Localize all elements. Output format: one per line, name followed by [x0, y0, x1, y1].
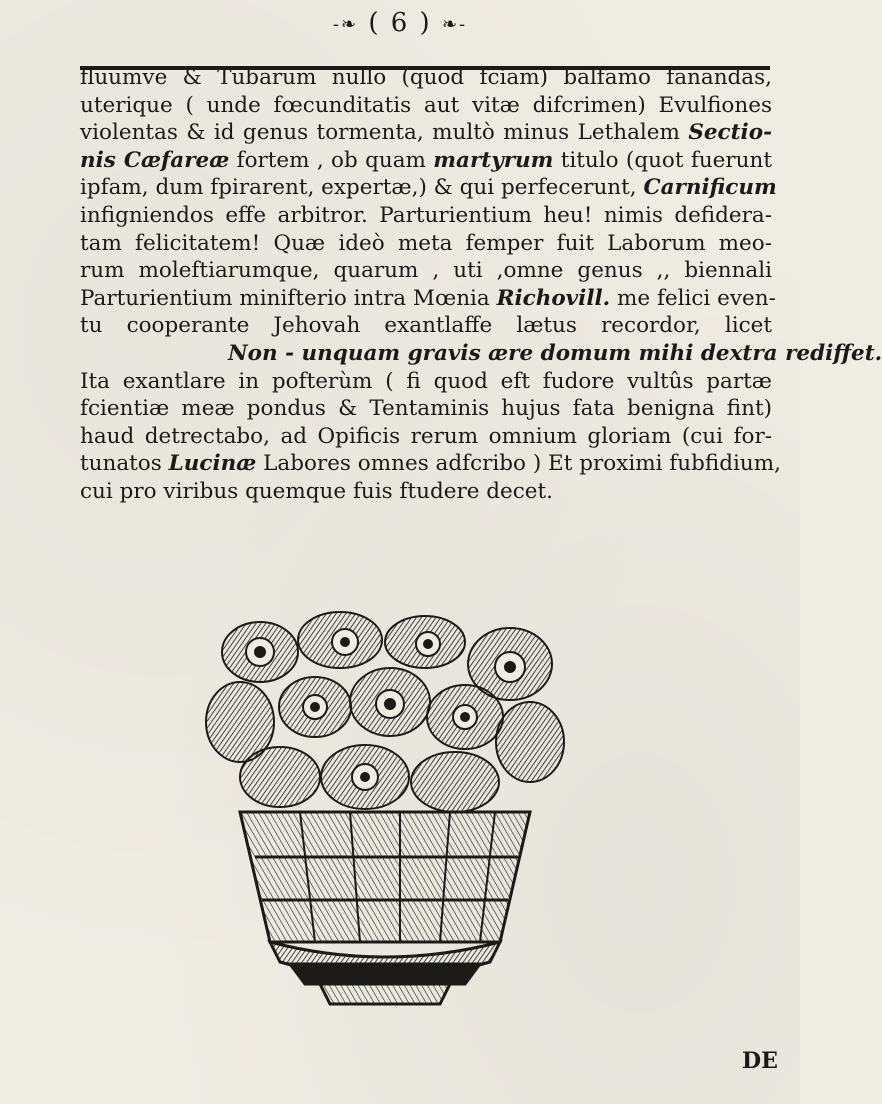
text-line: [80, 64, 772, 92]
italic-run: Sectio-: [688, 120, 772, 146]
text-run: tu cooperante Jehovah exantlaffe lætus recordor, licet: [80, 313, 772, 339]
italic-run: Richovill.: [496, 285, 611, 311]
text-line: [80, 368, 772, 396]
text-line: [80, 257, 772, 285]
text-line: [80, 285, 776, 313]
woodcut-flower-basket-icon: [200, 612, 570, 1042]
text-run: infigniendos effe arbitror. Parturientium heu! nimis defidera-: [80, 202, 772, 228]
text-line: [80, 202, 772, 230]
catchword: DE: [742, 1048, 778, 1074]
text-line: [80, 395, 772, 423]
text-run: fcientiæ meæ pondus & Tentaminis hujus fata benigna fint): [80, 396, 772, 422]
left-ornament: -❧: [332, 13, 359, 35]
text-run: Labores omnes adfcribo ) Et proximi fubfidium,: [256, 451, 781, 477]
text-run: Parturientium minifterio intra Mœnia: [80, 285, 497, 311]
text-line: [80, 450, 781, 478]
text-line: [80, 312, 772, 340]
text-run: violentas & id genus tormenta, multò minus Lethalem: [80, 120, 689, 146]
quotation: Non - unquam gravis ære domum mihi dextra rediffet.: [228, 340, 882, 366]
text-run: haud detrectabo, ad Opificis rerum omnium gloriam (cui for-: [80, 423, 772, 449]
text-line: [80, 423, 772, 451]
text-line: [80, 340, 882, 368]
text-line: [80, 174, 777, 202]
text-run: cui pro viribus quemque fuis ftudere decet.: [80, 478, 553, 504]
text-line: [80, 147, 772, 175]
text-run: fortem , ob quam: [229, 147, 434, 173]
text-line: [80, 92, 772, 120]
italic-run: Carnificum: [643, 175, 777, 201]
text-run: rum moleftiarumque, quarum , uti ,omne genus ,, biennali: [80, 258, 772, 284]
text-run: fluumve & Tubarum nullo (quod fciam) balfamo fanandas,: [80, 65, 772, 90]
text-run: tam felicitatem! Quæ ideò meta femper fuit Laborum meo-: [80, 230, 772, 256]
right-ornament: ❧-: [441, 13, 468, 35]
text-run: titulo (quot fuerunt: [553, 147, 772, 173]
text-run: ipfam, dum fpirarent, expertæ,) & qui perfecerunt,: [80, 175, 644, 201]
text-run: Ita exantlare in pofterùm ( fi quod eft fudore vultûs partæ: [80, 368, 772, 394]
body-text: [80, 64, 882, 506]
italic-run: martyrum: [433, 147, 554, 173]
text-line: [80, 119, 772, 147]
text-run: tunatos: [80, 451, 169, 477]
italic-run: Lucinæ: [168, 451, 257, 477]
italic-run: nis Cæfareæ: [80, 147, 230, 173]
text-line: [80, 478, 772, 506]
text-line: [80, 230, 772, 258]
text-run: uterique ( unde fœcunditatis aut vitæ difcrimen) Evulfiones: [80, 92, 772, 118]
page-number: ( 6 ): [368, 8, 432, 38]
running-head: [0, 8, 800, 38]
text-run: me felici even-: [610, 285, 776, 311]
basket: [240, 812, 530, 1004]
